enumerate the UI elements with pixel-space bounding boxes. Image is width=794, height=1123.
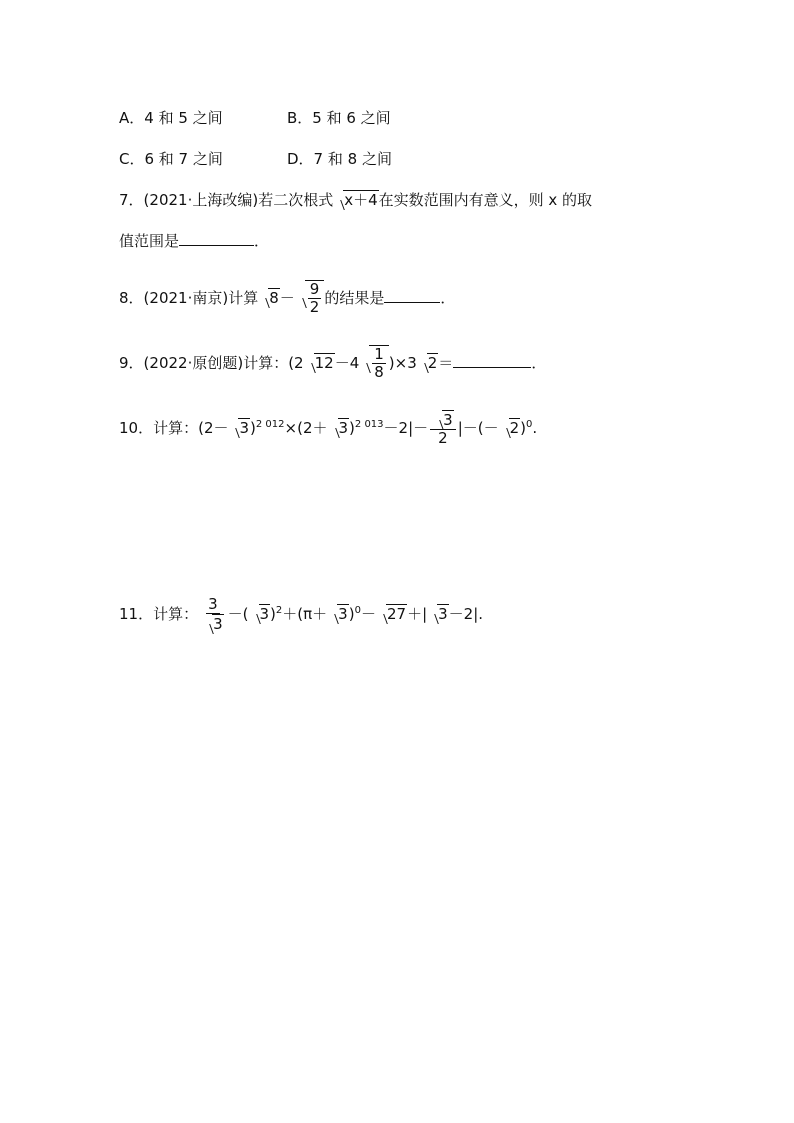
question-7-line1 — [119, 190, 592, 210]
exponent: 0 — [526, 419, 533, 430]
question-10-prefix: 10．计算：(2－ — [119, 419, 229, 437]
term: ＋(π＋ — [282, 605, 328, 623]
radicand: 3 — [438, 605, 448, 623]
question-8-suffix: 的结果是 — [324, 289, 385, 307]
fraction-denominator: 8 — [374, 363, 384, 381]
question-9-end: ． — [531, 354, 547, 372]
radicand: 3 — [338, 605, 348, 623]
question-9-mid: －4 — [334, 354, 360, 372]
radicand: x＋4 — [344, 191, 378, 209]
radical-sign — [296, 280, 325, 316]
radical-sign — [428, 604, 449, 624]
radical-sign — [360, 345, 389, 381]
exponent: 2 — [275, 605, 283, 616]
radical-sign — [334, 190, 378, 210]
radical-sign — [305, 353, 335, 373]
question-9-after: )×3 — [388, 354, 417, 372]
option-c: C．6 和 7 之间 — [119, 150, 223, 168]
fraction — [372, 346, 386, 381]
paren: ) — [250, 419, 256, 437]
fraction-denominator: 2 — [309, 298, 320, 316]
radical-sign — [433, 410, 454, 429]
fraction-numerator: 9 — [309, 280, 320, 298]
term: － — [360, 605, 376, 623]
term: ) — [270, 605, 276, 623]
radicand: 3 — [259, 605, 270, 623]
fraction-denominator: 2 — [438, 429, 448, 447]
question-8-end: ． — [440, 289, 456, 307]
fraction-numerator: 3 — [208, 595, 218, 613]
option-a: A．4 和 5 之间 — [119, 109, 223, 127]
question-10-times: ×(2＋ — [284, 419, 328, 437]
fraction — [308, 281, 322, 316]
radicand: 2 — [509, 419, 520, 437]
question-9 — [119, 345, 546, 381]
question-8-prefix: 8．(2021·南京)计算 — [119, 289, 259, 307]
term: ＋| — [407, 605, 428, 623]
radical-sign — [328, 604, 349, 624]
option-b: B．5 和 6 之间 — [287, 109, 391, 127]
question-10 — [119, 410, 537, 447]
paren: ) — [349, 419, 355, 437]
radical-sign — [329, 418, 350, 438]
question-10-end: . — [532, 419, 538, 437]
radicand: 8 — [269, 289, 279, 307]
radicand: 12 — [314, 354, 334, 372]
fraction — [430, 410, 456, 447]
equals-sign: ＝ — [438, 354, 454, 372]
fraction-numerator: 3 — [443, 411, 453, 429]
fraction — [200, 596, 226, 633]
question-7-suffix: 在实数范围内有意义，则 x 的取 — [378, 191, 593, 209]
radicand: 3 — [338, 419, 349, 437]
question-9-prefix: 9．(2022·原创题)计算：(2 — [119, 354, 304, 372]
question-10-after: |－(－ — [457, 419, 499, 437]
question-7-prefix: 7．(2021·上海改编)若二次根式 — [119, 191, 334, 209]
answer-blank — [179, 231, 254, 246]
minus-sign: － — [279, 289, 295, 307]
term: ) — [348, 605, 355, 623]
fraction-numerator: 1 — [374, 345, 384, 363]
paren: ) — [520, 419, 527, 437]
answer-blank — [453, 353, 531, 368]
term: －( — [227, 605, 249, 623]
radical-sign — [500, 418, 521, 438]
fraction-denominator: 3 — [213, 615, 223, 633]
radicand: 27 — [386, 605, 407, 623]
option-d: D．7 和 8 之间 — [287, 150, 392, 168]
question-10-mid: －2|－ — [383, 419, 429, 437]
radical-sign — [229, 418, 250, 438]
exponent: 2 013 — [354, 419, 384, 430]
radical-sign — [377, 604, 407, 624]
answer-blank — [384, 288, 440, 303]
radical-sign — [418, 353, 439, 373]
radicand: 3 — [239, 419, 250, 437]
question-7-line2 — [119, 231, 269, 251]
question-7-line2-text: 值范围是 — [119, 232, 180, 250]
radicand: 2 — [427, 354, 438, 372]
radical-sign — [203, 614, 224, 633]
exponent: 0 — [354, 605, 361, 616]
radical-sign — [259, 288, 280, 308]
radical-sign — [250, 604, 271, 624]
exponent: 2 012 — [255, 419, 285, 430]
question-11-prefix: 11．计算： — [119, 605, 199, 623]
question-8 — [119, 280, 455, 316]
question-11 — [119, 596, 483, 633]
question-7-end: ． — [254, 232, 270, 250]
term: －2|. — [448, 605, 484, 623]
